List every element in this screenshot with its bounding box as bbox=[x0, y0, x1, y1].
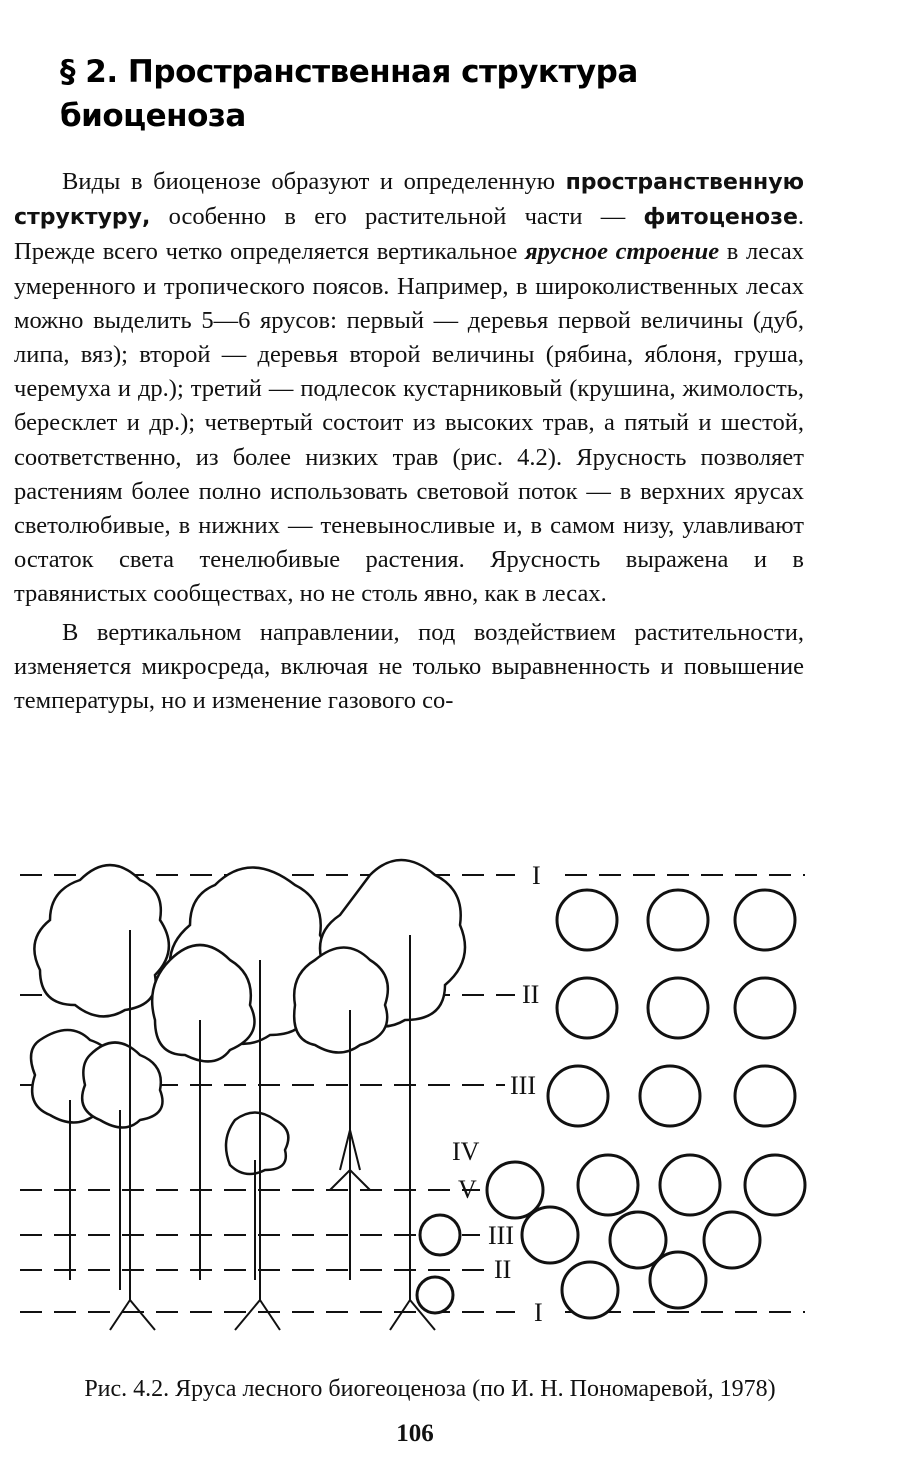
tier-label-3: III bbox=[510, 1071, 536, 1100]
heading-line-2: биоценоза bbox=[60, 98, 246, 134]
term-phytocenosis: фитоценозе bbox=[643, 205, 798, 231]
tier-label-soil-1: I bbox=[534, 1298, 543, 1327]
tier-label-5: V bbox=[458, 1175, 477, 1204]
tier-label-1: I bbox=[532, 861, 541, 890]
paragraph-1 bbox=[14, 165, 804, 612]
body-text bbox=[14, 165, 804, 718]
paragraph-2: В вертикальном направлении, под воздействием растительности, изменяется микросреда, включая не только выравненность и повышение температуры, но и изменение газового со- bbox=[14, 618, 804, 715]
term-spatial-structure: пространственную структуру, bbox=[14, 170, 804, 231]
tier-label-4: IV bbox=[452, 1137, 480, 1166]
p1-text-g: в лесах умеренного и тропического поясов. Например, в широколиственных лесах можно выделить 5—6 ярусов: первый — деревья первой величины (дуб, липа, вяз); второй — деревья второй величины (рябина, яблоня, груша, черемуха и др.); третий — подлесок кустарниковый (крушина, жимолость, бересклет и др.); четвертый состоит из высоких трав, а пятый и шестой, соответственно, из более низких трав (рис. 4.2). Ярусность позволяет растениям более полно использовать световой поток — в верхних ярусах светолюбивые, в нижних — теневыносливые и, в самом низу, улавливают остаток света тенелюбивые растения. Ярусность выражена и в травянистых сообществах, но не столь явно, как в лесах. bbox=[14, 238, 804, 608]
p1-text-e: . Прежде всего четко определяется вертикальное bbox=[14, 203, 804, 266]
p1-text-a: Виды в биоценозе образуют и определенную bbox=[62, 168, 566, 195]
animal-circles bbox=[417, 890, 805, 1318]
section-heading bbox=[60, 50, 820, 138]
tier-label-soil-3: III bbox=[488, 1221, 514, 1250]
tier-label-2: II bbox=[522, 980, 540, 1009]
page-number: 106 bbox=[396, 1420, 434, 1447]
figure-caption: Рис. 4.2. Яруса лесного биогеоценоза (по И. Н. Пономаревой, 1978) bbox=[84, 1376, 776, 1402]
tier-label-soil-2: II bbox=[494, 1255, 512, 1284]
heading-line-1: § 2. Пространственная структура bbox=[60, 54, 638, 90]
trees-illustration bbox=[31, 860, 465, 1330]
p1-text-c: особенно в его растительной части — bbox=[150, 203, 644, 231]
forest-tiers-figure bbox=[10, 840, 810, 1340]
term-tier-structure: ярусное строение bbox=[525, 238, 720, 266]
